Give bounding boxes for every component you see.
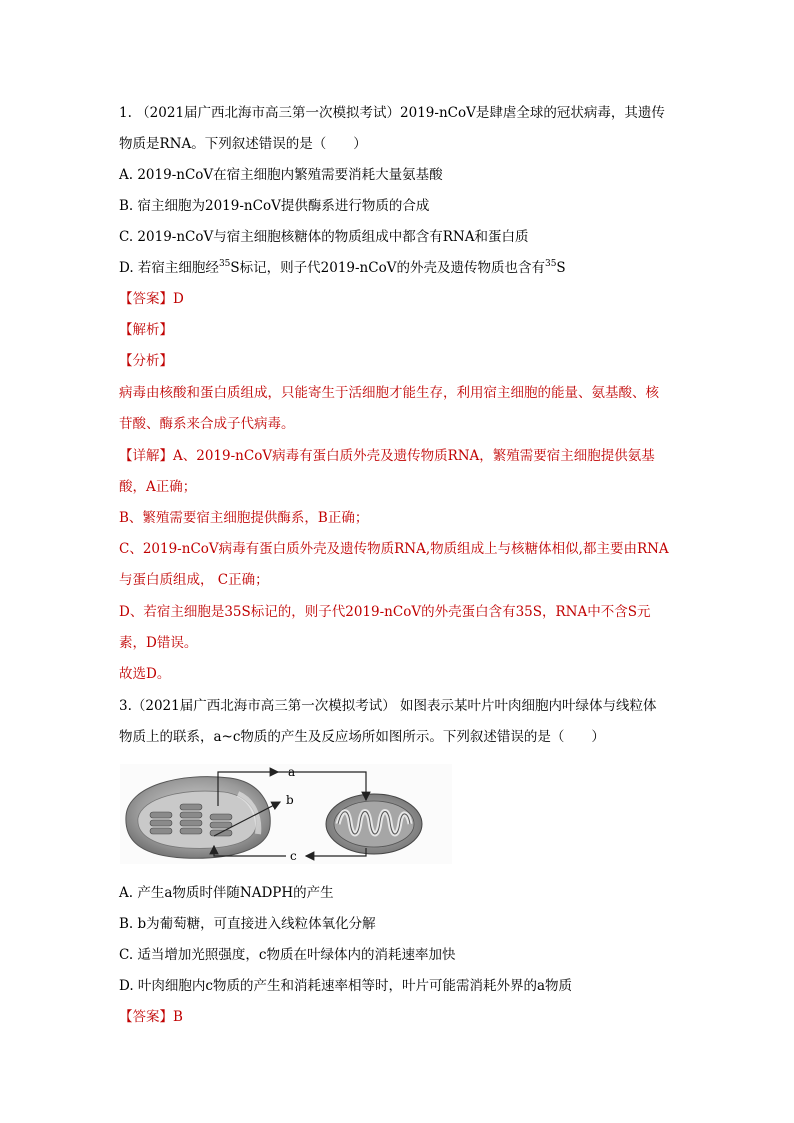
- q1-option-a: A. 2019-nCoV在宿主细胞内繁殖需要消耗大量氨基酸: [119, 167, 443, 183]
- figure-label-c: c: [290, 849, 297, 863]
- q1-option-d-pre: D. 若宿主细胞经: [119, 260, 219, 276]
- mitochondrion-illustration: [326, 794, 422, 854]
- q1-stem-line2: 物质是RNA。下列叙述错误的是（ ）: [119, 136, 367, 152]
- q3-stem-line2: 物质上的联系，a~c物质的产生及反应场所如图所示。下列叙述错误的是（ ）: [119, 729, 605, 745]
- q1-detail-line2: 酸，A正确；: [119, 479, 197, 495]
- q3-option-d: D. 叶肉细胞内c物质的产生和消耗速率相等时，叶片可能需消耗外界的a物质: [119, 978, 573, 994]
- q1-option-d: [119, 259, 566, 277]
- q1-detail-line4: C、2019-nCoV病毒有蛋白质外壳及遗传物质RNA,物质组成上与核糖体相似,都主要由RNA: [119, 541, 669, 557]
- q1-detail-line5: 与蛋白质组成， C正确；: [119, 572, 269, 588]
- q1-option-d-sup1: 35: [218, 259, 231, 269]
- q1-analysis-heading: 【解析】: [119, 322, 173, 338]
- q1-conclusion: 故选D。: [119, 666, 171, 682]
- q1-stem-line1: 1. （2021届广西北海市高三第一次模拟考试）2019-nCoV是肆虐全球的冠状病毒，其遗传: [119, 105, 665, 121]
- q1-analysis-line1: 病毒由核酸和蛋白质组成，只能寄生于活细胞才能生存，利用宿主细胞的能量、氨基酸、核: [119, 385, 659, 401]
- q1-detail-line6: D、若宿主细胞是35S标记的，则子代2019-nCoV的外壳蛋白含有35S，RNA中不含S元: [119, 604, 651, 620]
- q1-option-c: C. 2019-nCoV与宿主细胞核糖体的物质组成中都含有RNA和蛋白质: [119, 229, 529, 245]
- q1-option-d-sup2: 35: [544, 259, 557, 269]
- q1-detail-line3: B、繁殖需要宿主细胞提供酶系，B正确；: [119, 510, 369, 526]
- q1-answer: 【答案】D: [119, 291, 184, 307]
- q3-stem-line1: 3.（2021届广西北海市高三第一次模拟考试） 如图表示某叶片叶肉细胞内叶绿体与线粒体: [119, 698, 657, 714]
- figure-label-a: a: [288, 765, 296, 779]
- q1-analysis-subheading: 【分析】: [119, 353, 173, 369]
- q3-option-a: A. 产生a物质时伴随NADPH的产生: [119, 885, 334, 901]
- q1-detail-line1: 【详解】A、2019-nCoV病毒有蛋白质外壳及遗传物质RNA，繁殖需要宿主细胞提供氨基: [119, 448, 655, 464]
- q1-option-b: B. 宿主细胞为2019-nCoV提供酶系进行物质的合成: [119, 198, 430, 214]
- q3-option-b: B. b为葡萄糖，可直接进入线粒体氧化分解: [119, 916, 376, 932]
- q1-analysis-line2: 苷酸、酶系来合成子代病毒。: [119, 416, 295, 432]
- q1-option-d-mid: S标记，则子代2019-nCoV的外壳及遗传物质也含有: [230, 260, 545, 276]
- chloroplast-illustration: [126, 777, 270, 859]
- q3-option-c: C. 适当增加光照强度，c物质在叶绿体内的消耗速率加快: [119, 947, 456, 963]
- chloroplast-mitochondrion-figure: [120, 764, 452, 864]
- figure-label-b: b: [286, 793, 294, 807]
- q3-answer: 【答案】B: [119, 1009, 183, 1025]
- q1-detail-line7: 素，D错误。: [119, 635, 198, 651]
- q1-option-d-end: S: [556, 260, 566, 276]
